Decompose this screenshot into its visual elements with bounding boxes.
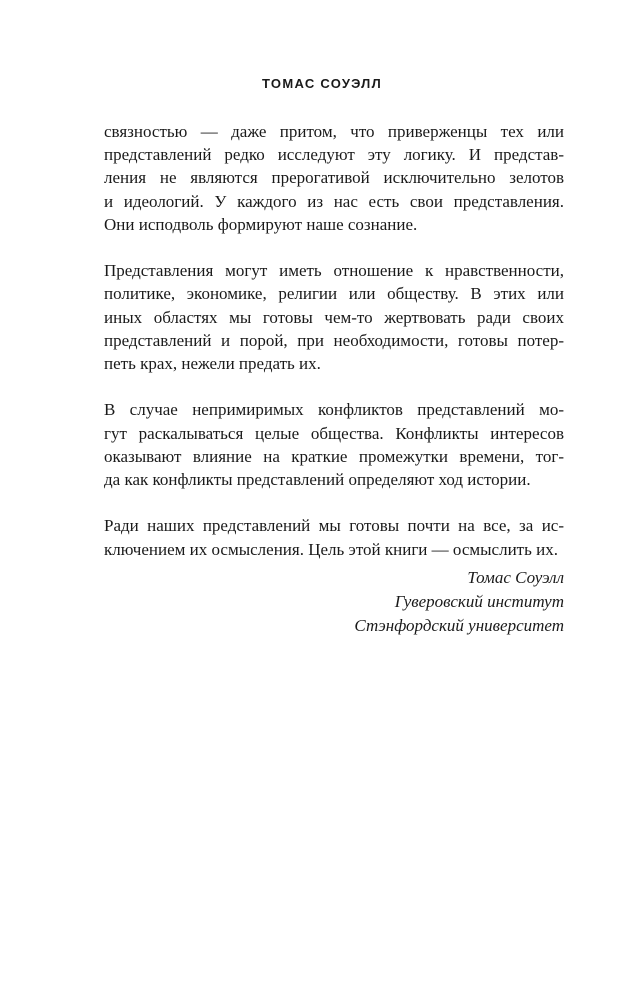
signature-author: Томас Соуэлл <box>467 568 564 587</box>
text-line: ления не являются прерогативой исключительно зелотов <box>104 168 564 188</box>
text-line: политике, экономике, религии или обществу. В этих или <box>104 284 564 304</box>
text-line: иных областях мы готовы чем-то жертвовать ради своих <box>104 307 564 327</box>
text-line: Представления могут иметь отношение к нравственности, <box>104 261 564 281</box>
signature-institution: Гуверовский институт <box>394 592 564 611</box>
body-text <box>104 120 564 584</box>
text-line: Ради наших представлений мы готовы почти на все, за ис- <box>104 516 564 536</box>
text-line: В случае непримиримых конфликтов представлений мо- <box>104 400 564 420</box>
text-line: оказывают влияние на краткие промежутки времени, тог- <box>104 446 564 466</box>
text-line: представлений и порой, при необходимости, готовы потер- <box>104 330 564 350</box>
text-line: и идеологий. У каждого из нас есть свои представления. <box>104 191 564 211</box>
running-header: ТОМАС СОУЭЛЛ <box>262 76 382 91</box>
paragraph-3 <box>104 398 564 491</box>
text-line: петь крах, нежели предать их. <box>104 354 321 374</box>
paragraph-1 <box>104 120 564 236</box>
text-line: связностью — даже притом, что приверженцы тех или <box>104 122 564 141</box>
paragraph-2 <box>104 259 564 375</box>
text-line: ключением их осмысления. Цель этой книги — осмыслить их. <box>104 539 558 559</box>
text-line: представлений редко исследуют эту логику. И представ- <box>104 145 564 165</box>
text-line: Они исподволь формируют наше сознание. <box>104 214 418 234</box>
signature-university: Стэнфордский университет <box>354 616 564 635</box>
signature-block <box>104 566 564 638</box>
text-line: да как конфликты представлений определяют ход истории. <box>104 470 531 490</box>
paragraph-4 <box>104 514 564 560</box>
text-line: гут раскалываться целые общества. Конфликты интересов <box>104 423 564 443</box>
